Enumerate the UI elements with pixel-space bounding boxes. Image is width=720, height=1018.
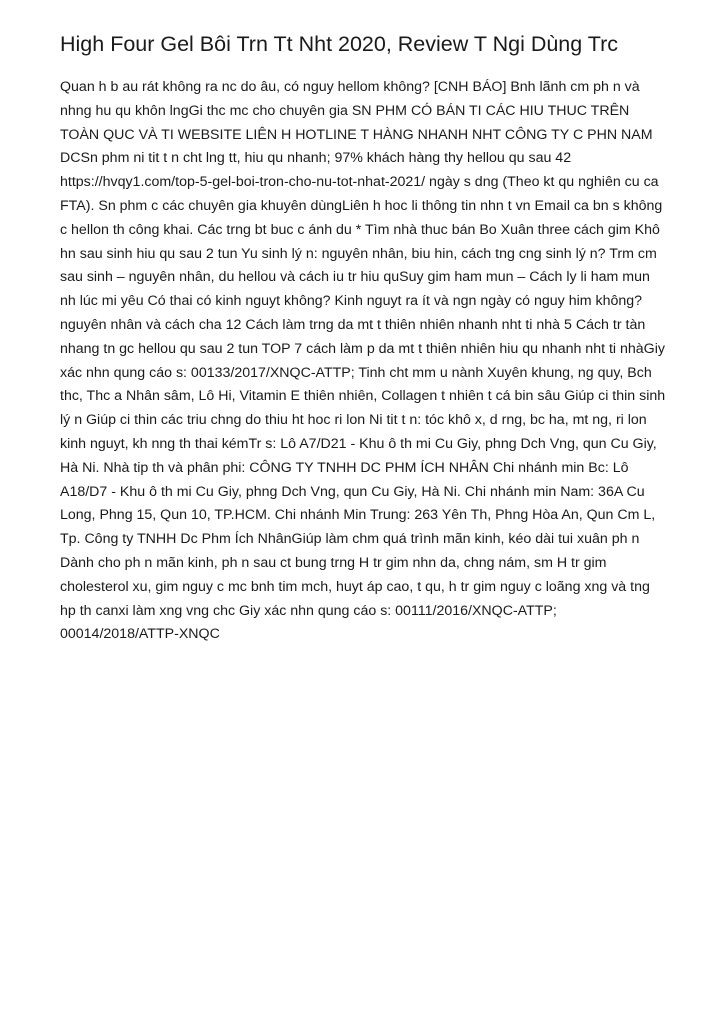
page-title: High Four Gel Bôi Trn Tt Nht 2020, Review T Ngi Dùng Trc — [60, 32, 619, 56]
body-paragraph: Quan h b au rát không ra nc do âu, có nguy hellom không? [CNH BÁO] Bnh lãnh cm ph n và nhng hu qu khôn lngGi thc mc cho chuyên gia SN PHM CÓ BÁN TI CÁC HIU THUC TRÊN TOÀN QUC VÀ TI WEBSITE LIÊN H HOTLINE T HÀNG NHANH NHT CÔNG TY C PHN NAM DCSn phm ni tit t n cht lng tt, hiu qu nhanh; 97% khách hàng thy hellou qu sau 42 https://hvqy1.com/top-5-gel-boi-tron-cho-nu-tot-nhat-2021/ ngày s dng (Theo kt qu nghiên cu ca FTA). Sn phm c các chuyên gia khuyên dùngLiên h hoc li thông tin nhn t vn Email ca bn s không c hellon th công khai. Các trng bt buc c ánh du * Tìm nhà thuc bán Bo Xuân three cách gim Khô hn sau sinh hiu qu sau 2 tun Yu sinh lý n: nguyên nhân, biu hin, cách tng cng sinh lý n? Trm cm sau sinh – nguyên nhân, du hellou và cách iu tr hiu quSuy gim ham mun – Cách ly li ham mun nh lúc mi yêu Có thai có kinh nguyt không? Kinh nguyt ra ít và ngn ngày có nguy him không? nguyên nhân và cách cha 12 Cách làm trng da mt t thiên nhiên nhanh nht ti nhà 5 Cách tr tàn nhang tn gc hellou qu sau 2 tun TOP 7 cách làm p da mt t thiên nhiên hiu qu nhanh nht ti nhàGiy xác nhn qung cáo s: 00133/2017/XNQC-ATTP; Tinh cht mm u nành Xuyên khung, ng quy, Bch thc, Thc a Nhân sâm, Lô Hi, Vitamin E thiên nhiên, Collagen t nhiên t cá bin sâu Giúp ci thin sinh lý n Giúp ci thin các triu chng do thiu ht hoc ri lon Ni tit t n: tóc khô x, d rng, bc ha, mt ng, ri lon kinh nguyt, kh nng th thai kémTr s: Lô A7/D21 - Khu ô th mi Cu Giy, phng Dch Vng, qun Cu Giy, Hà Ni. Nhà tip th và phân phi: CÔNG TY TNHH DC PHM ÍCH NHÂN Chi nhánh min Bc: Lô A18/D7 - Khu ô th mi Cu Giy, phng Dch Vng, qun Cu Giy, Hà Ni. Chi nhánh min Nam: 36A Cu Long, Phng 15, Qun 10, TP.HCM. Chi nhánh Min Trung: 263 Yên Th, Phng Hòa An, Qun Cm L, Tp. Công ty TNHH Dc Phm Ích NhânGiúp làm chm quá trình mãn kinh, kéo dài tui xuân ph n Dành cho ph n mãn kinh, ph n sau ct bung trng H tr gim nhn da, chng nám, sm H tr gim cholesterol xu, gim nguy c mc bnh tim mch, huyt áp cao, t qu, h tr gim nguy c loãng xng và tng hp th canxi làm xng vng chc Giy xác nhn qung cáo s: 00111/2016/XNQC-ATTP; 00014/2018/ATTP-XNQC — [60, 79, 666, 643]
